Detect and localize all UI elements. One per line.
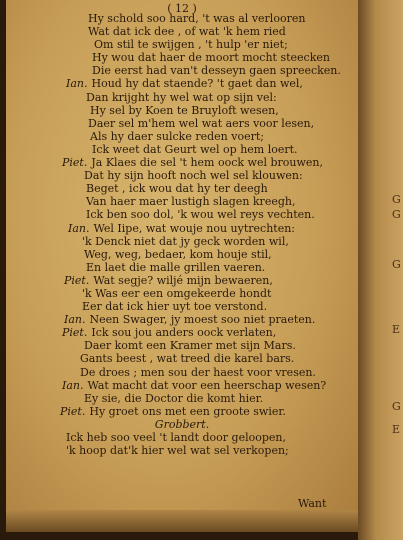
verse-text: 'k Denck niet dat jy geck worden wil,	[82, 234, 289, 248]
verse-text: 'k Was eer een omgekeerde hondt	[82, 286, 272, 300]
book-page	[6, 0, 360, 532]
verse-text: Die eerst had van't desseyn gaen spreecken.	[92, 64, 341, 78]
speaker-label: Piet.	[64, 273, 90, 287]
verse-text: Gants beest , wat treed die karel bars.	[80, 352, 295, 366]
verse-text: Ick weet dat Geurt wel op hem loert.	[92, 142, 298, 156]
verse-line	[6, 313, 358, 326]
verse-text: Hy wou dat haer de moort mocht steecken	[92, 51, 330, 65]
verse-line	[6, 38, 358, 51]
verse-line	[6, 64, 358, 77]
verse-line	[6, 339, 358, 352]
verse-line	[6, 169, 358, 182]
verse-line	[6, 77, 358, 90]
verse-line	[6, 130, 358, 143]
speaker-label: Piet.	[60, 404, 86, 418]
adjacent-page-edge	[358, 0, 403, 540]
speaker-label: Ian.	[66, 77, 88, 91]
verse-text: 'k hoop dat'k hier wel wat sel verkopen;	[66, 444, 289, 458]
verse-line	[6, 208, 358, 221]
verse-line	[6, 444, 358, 457]
verse-text: Ick sou jou anders oock verlaten,	[91, 326, 277, 340]
verse-line	[6, 326, 358, 339]
verse-line	[6, 248, 358, 261]
verse-text: Daer sel m'hem wel wat aers voor lesen,	[88, 116, 315, 130]
verse-line	[6, 261, 358, 274]
verse-text: Dat hy sijn hooft noch wel sel klouwen:	[84, 169, 303, 183]
verse-text: Ja Klaes die sel 't hem oock wel brouwen,	[91, 156, 323, 170]
verse-text: Wat dat ick dee , of wat 'k hem ried	[88, 25, 286, 39]
catchword: Want	[298, 497, 327, 510]
verse-line	[6, 379, 358, 392]
speaker-label: Ian.	[62, 378, 84, 392]
verse-line	[6, 143, 358, 156]
verse-line	[6, 117, 358, 130]
speaker-label: Ian.	[68, 221, 90, 235]
verse-text: Om stil te swijgen , 't hulp 'er niet;	[94, 38, 288, 52]
verse-text: Eer dat ick hier uyt toe verstond.	[82, 300, 268, 314]
verse-line	[6, 431, 358, 444]
right-page-fragment: G	[392, 400, 401, 413]
verse-text: Grobbert.	[154, 417, 210, 431]
verse-line	[6, 182, 358, 195]
right-page-fragment: G	[392, 258, 401, 271]
verse-text: Beget , ick wou dat hy ter deegh	[86, 182, 268, 196]
verse-line	[6, 51, 358, 64]
verse-text: Dan krijght hy wel wat op sijn vel:	[86, 90, 277, 104]
verse-line	[6, 418, 358, 431]
verse-text: Wat segje? wiljé mijn bewaeren,	[93, 273, 273, 287]
right-page-fragment: G	[392, 193, 401, 206]
verse-line	[6, 222, 358, 235]
verse-text: Wel Iipe, wat wouje nou uytrechten:	[93, 221, 295, 235]
verse-line	[6, 392, 358, 405]
speaker-label: Ian.	[64, 313, 86, 327]
verse-lines	[6, 12, 358, 457]
verse-text: Ick ben soo dol, 'k wou wel reys vechten.	[86, 208, 315, 222]
right-page-fragment: E	[392, 423, 401, 436]
verse-line	[6, 405, 358, 418]
verse-line	[6, 12, 358, 25]
verse-line	[6, 156, 358, 169]
verse-text: Als hy daer sulcke reden voert;	[90, 129, 264, 143]
verse-text: En laet die malle grillen vaeren.	[86, 260, 266, 274]
verse-line	[6, 25, 358, 38]
right-page-fragment: E	[392, 323, 401, 336]
verse-text: Hy sel by Koen te Bruyloft wesen,	[90, 103, 279, 117]
verse-text: Houd hy dat staende? 't gaet dan wel,	[91, 77, 303, 91]
verse-text: Ey sie, die Doctor die komt hier.	[84, 391, 264, 405]
verse-line	[6, 300, 358, 313]
verse-text: Ick heb soo veel 't landt door geloopen,	[66, 431, 286, 444]
verse-line	[6, 104, 358, 117]
speaker-label: Piet.	[62, 156, 88, 170]
page-number: ( 12 )	[167, 2, 197, 15]
verse-text: Daer komt een Kramer met sijn Mars.	[84, 339, 296, 353]
speaker-label: Piet.	[62, 326, 88, 340]
verse-text: Van haer maer lustigh slagen kreegh,	[86, 195, 296, 209]
verse-line	[6, 352, 358, 365]
verse-text: De droes ; men sou der haest voor vresen.	[80, 365, 316, 379]
right-page-fragment: G	[392, 208, 401, 221]
verse-text: Neen Swager, jy moest soo niet praeten.	[89, 313, 316, 327]
verse-text: Wat macht dat voor een heerschap wesen?	[87, 378, 327, 392]
verse-line	[6, 366, 358, 379]
verse-line	[6, 91, 358, 104]
verse-text: Hy groet ons met een groote swier.	[89, 404, 286, 418]
verse-line	[6, 195, 358, 208]
verse-line	[6, 287, 358, 300]
verse-line	[6, 274, 358, 287]
verse-line	[6, 235, 358, 248]
verse-text: Weg, weg, bedaer, kom houje stil,	[84, 247, 272, 261]
verse-text: Hy schold soo hard, 't was al verlooren	[88, 12, 306, 25]
